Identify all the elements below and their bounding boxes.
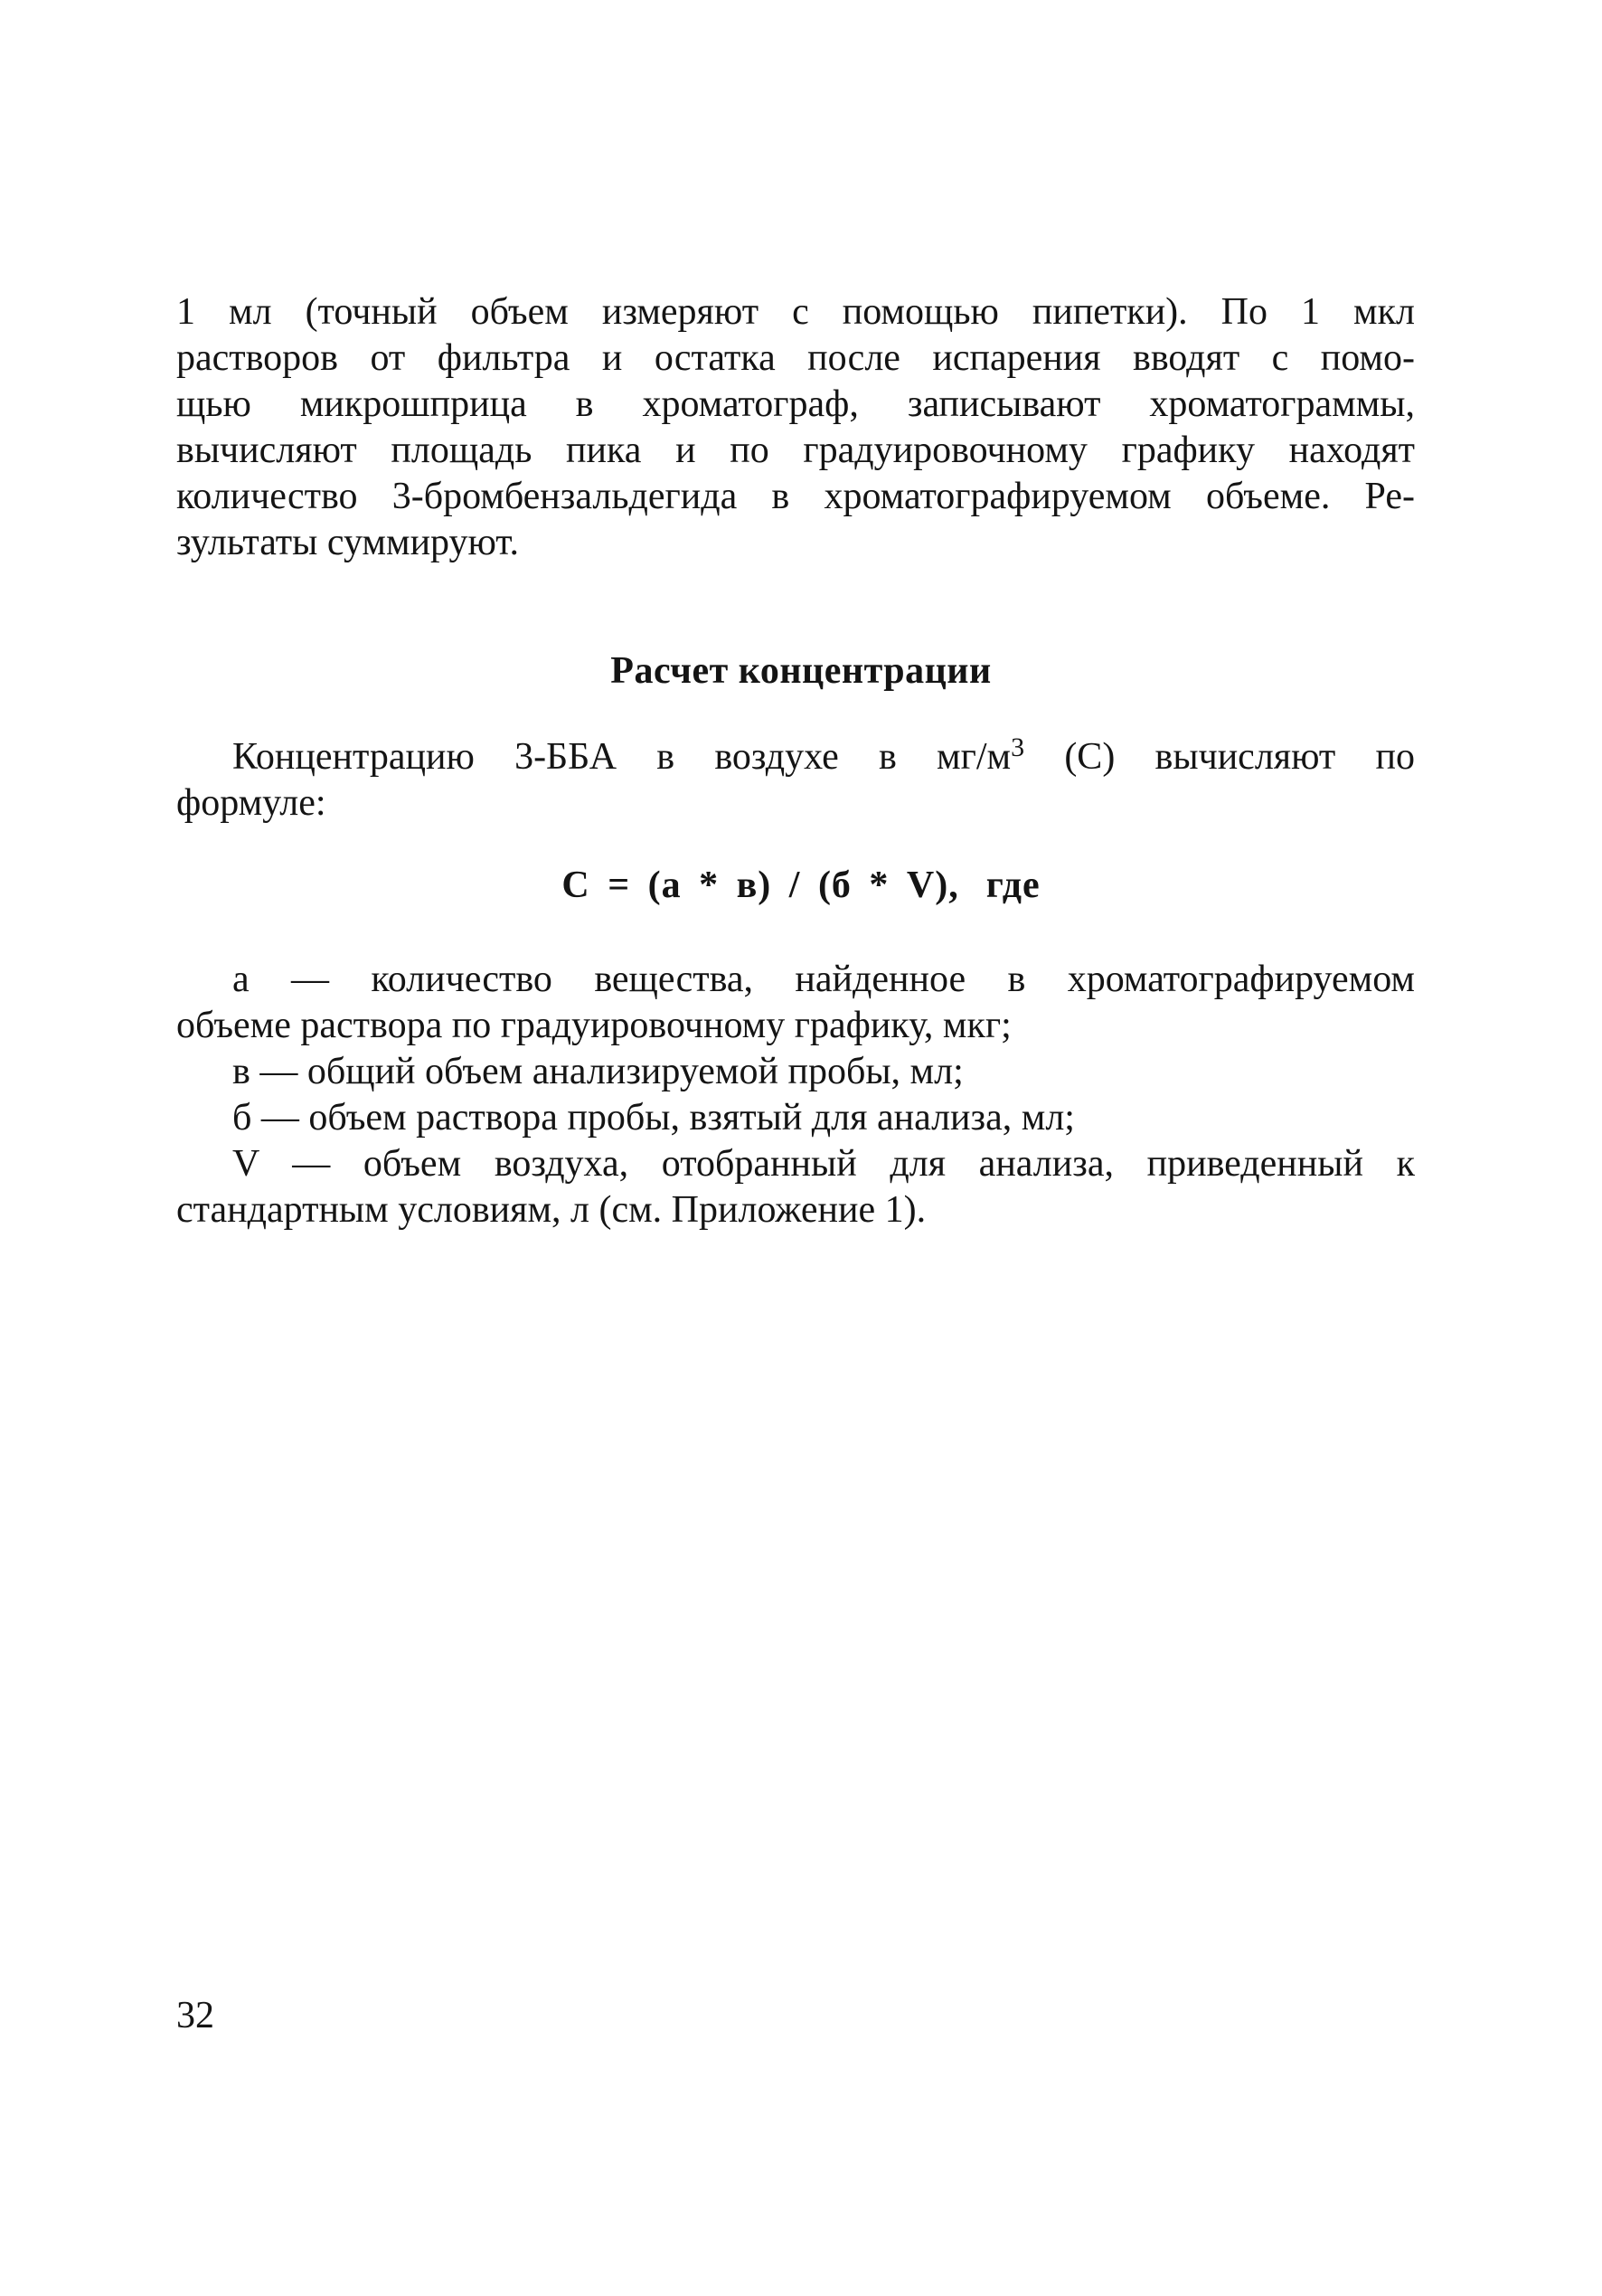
intro-line: 1 мл (точный объем измеряют с помощью пипетки). По 1 мкл [176, 291, 1415, 333]
intro-line: вычисляют площадь пика и по градуировочному графику находят [176, 430, 1415, 471]
definition-V-continued: стандартным условиям, л (см. Приложение 1). [176, 1189, 927, 1231]
formula-where: где [985, 865, 1041, 906]
concentration-text-tail: (С) вычисляют по [1024, 736, 1415, 778]
section-heading: Расчет концентрации [610, 650, 992, 692]
concentration-paragraph [176, 734, 1415, 827]
definition-a: а — количество вещества, найденное в хроматографируемом [232, 959, 1415, 1000]
definitions-list [176, 957, 1415, 1233]
cubic-superscript: 3 [1011, 732, 1025, 762]
definition-a-continued: объеме раствора по градуировочному графику, мкг; [176, 1005, 1012, 1046]
definition-v: в — общий объем анализируемой пробы, мл; [232, 1051, 964, 1092]
intro-line: зультаты суммируют. [176, 522, 520, 563]
concentration-line-2: формуле: [176, 782, 326, 824]
intro-line: количество 3-бромбензальдегида в хроматографируемом объеме. Ре- [176, 476, 1415, 517]
definition-V: V — объем воздуха, отобранный для анализа, приведенный к [232, 1143, 1415, 1185]
concentration-line-1 [176, 734, 1415, 780]
intro-line: щью микрошприца в хроматограф, записывают хроматограммы, [176, 383, 1415, 425]
concentration-text: Концентрацию 3-ББА в воздухе в мг/м [232, 736, 1012, 778]
formula-expression: С = (а * в) / (б * V), [561, 865, 959, 906]
intro-line: растворов от фильтра и остатка после испарения вводят с помо- [176, 337, 1415, 379]
page-number: 32 [176, 1995, 214, 2036]
definition-b: б — объем раствора пробы, взятый для анализа, мл; [232, 1097, 1075, 1139]
formula [0, 864, 1602, 907]
intro-paragraph [176, 289, 1415, 566]
